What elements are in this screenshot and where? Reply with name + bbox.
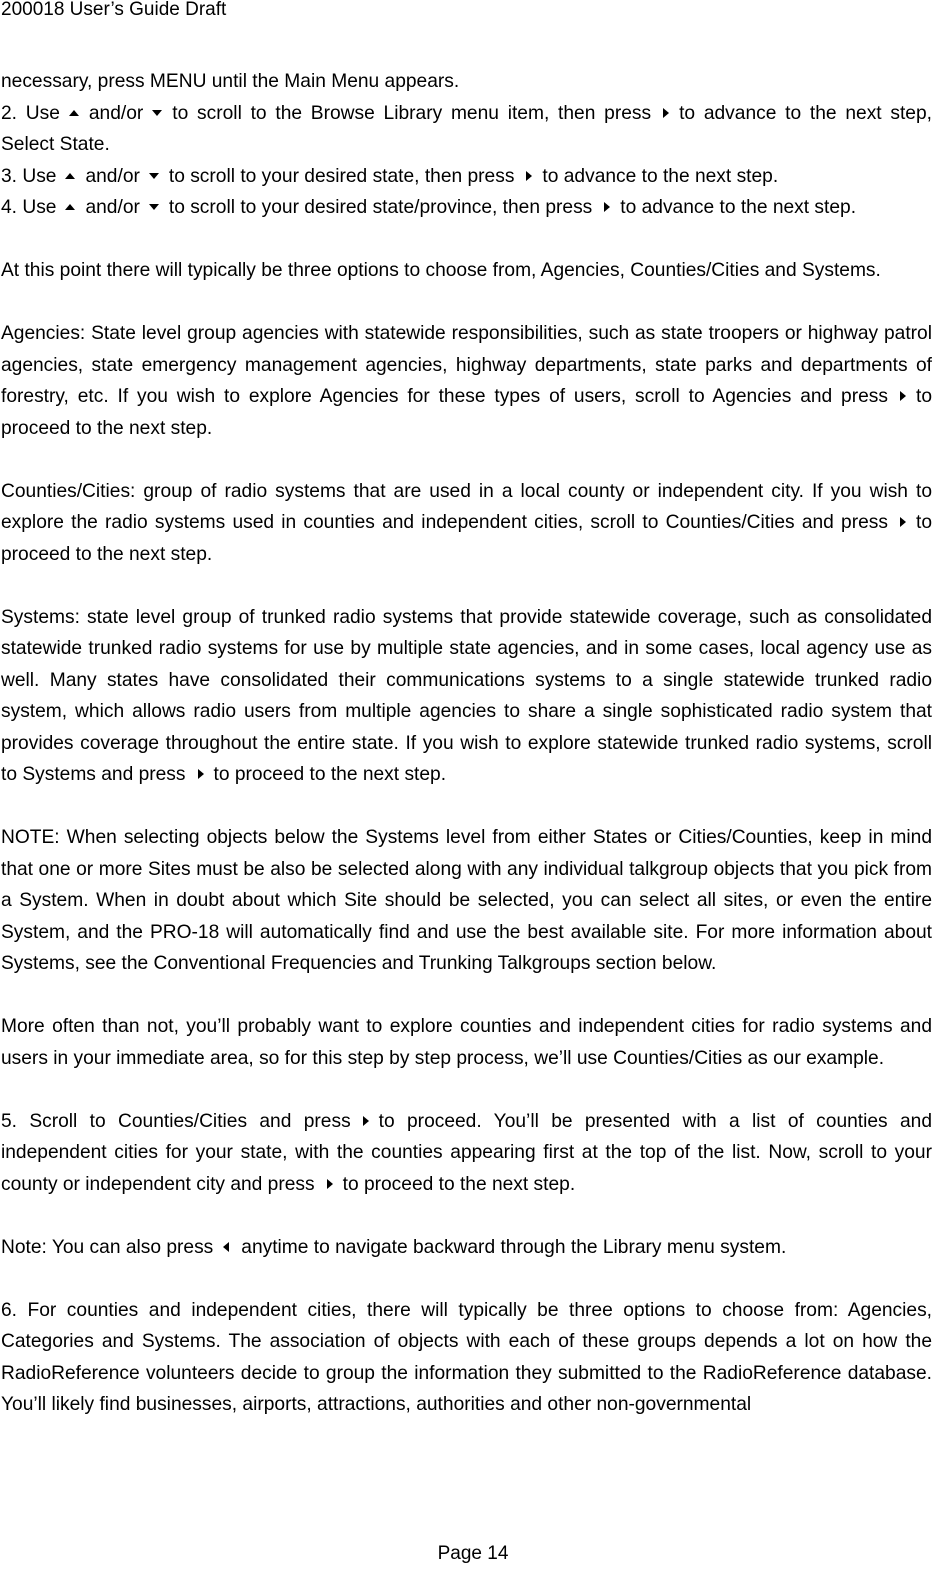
down-arrow-icon (152, 110, 162, 116)
right-arrow-icon (526, 171, 532, 181)
paragraph-counties (1, 476, 932, 571)
step-5 (1, 1106, 932, 1201)
up-arrow-icon (69, 110, 79, 116)
step-4 (1, 192, 932, 224)
right-arrow-icon (363, 1116, 369, 1126)
step-5-text-a: 5. Scroll to Counties/Cities and press (1, 1110, 351, 1132)
systems-text-b: to proceed to the next step. (213, 764, 447, 785)
agencies-text-a: Agencies: State level group agencies with statewide responsibilities, such as state troopers or highway patrol agencies, state emergency management agencies, highway departments, state parks and departments of forestry, etc. If you wish to explore Agencies for these types of users, scroll to Agencies and press (1, 323, 932, 407)
agencies-text-b: to proceed to the next step. (1, 386, 932, 439)
right-arrow-icon (198, 769, 204, 779)
step-4-text-d: to advance to the next step. (620, 197, 857, 218)
document-body (1, 66, 932, 1421)
note-back-text-a: Note: You can also press (1, 1236, 214, 1258)
step-3-text-b: and/or (85, 165, 140, 187)
up-arrow-icon (65, 173, 75, 179)
paragraph-menu: necessary, press MENU until the Main Menu appears. (1, 71, 460, 92)
paragraph-systems (1, 602, 932, 791)
step-6: 6. For counties and independent cities, there will typically be three options to choose from: Agencies, Categories and Systems. The association of objects with each of these groups depends a lot on how the RadioReference volunteers decide to group the information they submitted to the RadioReference database. You’ll likely find businesses, airports, attractions, authorities and other non-governmental (1, 1299, 932, 1415)
page-header: 200018 User’s Guide Draft (1, 0, 227, 20)
right-arrow-icon (604, 202, 610, 212)
step-2-text-d: to advance to the next step, Select State. (1, 102, 932, 155)
right-arrow-icon (663, 108, 669, 118)
up-arrow-icon (65, 204, 75, 210)
page-number: Page 14 (437, 1543, 509, 1564)
step-2-text-c: to scroll to the Browse Library menu item, then press (172, 102, 652, 124)
right-arrow-icon (900, 391, 906, 401)
paragraph-options: At this point there will typically be three options to choose from, Agencies, Counties/Cities and Systems. (1, 260, 881, 281)
right-arrow-icon (900, 517, 906, 527)
step-4-text-b: and/or (85, 197, 140, 218)
step-3-text-a: 3. Use (1, 165, 57, 187)
counties-text-b: to proceed to the next step. (1, 512, 932, 565)
step-2-text-a: 2. Use (1, 102, 60, 124)
systems-text-a: Systems: state level group of trunked radio systems that provide statewide coverage, such as consolidated statewide trunked radio systems for use by multiple state agencies, and in some cases, local agency use as well. Many states have consolidated their communications systems to a single statewide trunked radio system, which allows radio users from multiple agencies to share a single sophisticated radio system that provides coverage throughout the entire state. If you wish to explore statewide trunked radio systems, scroll to Systems and press (1, 606, 932, 785)
step-5-text-b: to proceed. You’ll be presented with a list of counties and independent cities for your state, with the counties appearing first at the top of the list. Now, scroll to your county or independent city and press (1, 1110, 932, 1195)
paragraph-note-sites: NOTE: When selecting objects below the Systems level from either States or Cities/Counties, keep in mind that one or more Sites must be also be selected along with any individual talkgroup objects that you pick from a System. When in doubt about which Site should be selected, you can select all sites, or even the entire System, and the PRO-18 will automatically find and use the best available site. For more information about Systems, see the Conventional Frequencies and Trunking Talkgroups section below. (1, 827, 932, 974)
paragraph-more-often: More often than not, you’ll probably want to explore counties and independent cities for radio systems and users in your immediate area, so for this step by step process, we’ll use Counties/Cities as our example. (1, 1016, 932, 1069)
step-2-text-b: and/or (88, 102, 144, 124)
paragraph-agencies (1, 318, 932, 444)
note-back-text-b: anytime to navigate backward through the Library menu system. (241, 1236, 787, 1258)
down-arrow-icon (149, 204, 159, 210)
paragraph-note-back (1, 1232, 932, 1264)
step-3-text-c: to scroll to your desired state, then press (168, 165, 515, 187)
down-arrow-icon (149, 173, 159, 179)
step-4-text-c: to scroll to your desired state/province, then press (168, 197, 593, 218)
step-2 (1, 98, 932, 161)
counties-text-a: Counties/Cities: group of radio systems that are used in a local county or independent city. If you wish to explore the radio systems used in counties and independent cities, scroll to Counties/Cities and press (1, 480, 932, 533)
step-3 (1, 161, 932, 193)
right-arrow-icon (327, 1179, 333, 1189)
step-4-text-a: 4. Use (1, 197, 57, 218)
step-5-text-c: to proceed to the next step. (342, 1173, 576, 1195)
step-3-text-d: to advance to the next step. (542, 165, 779, 187)
left-arrow-icon (223, 1242, 229, 1252)
